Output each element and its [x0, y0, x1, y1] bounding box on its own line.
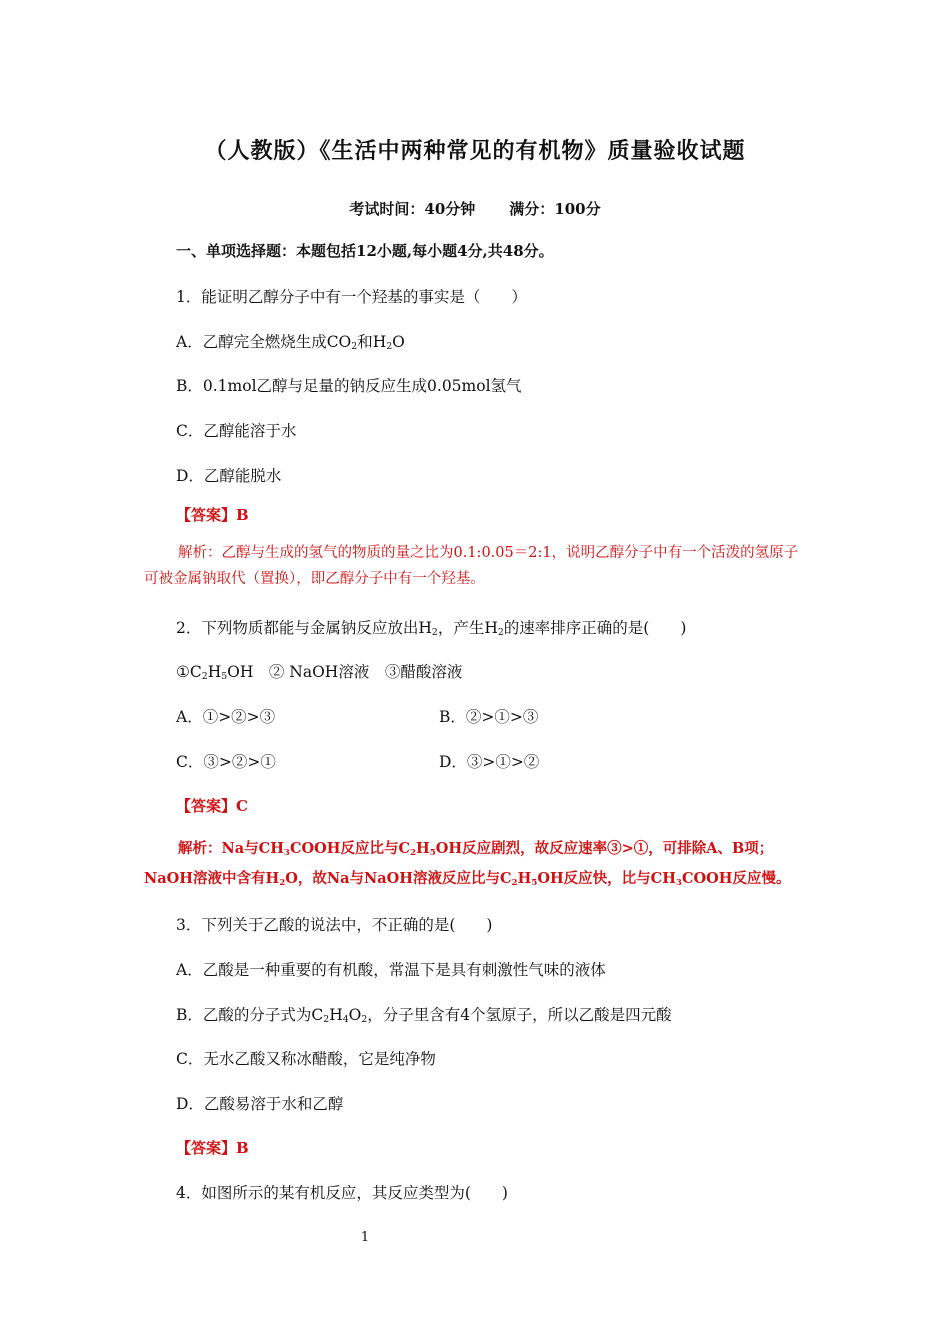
exam-info: [0, 198, 950, 219]
exam-score: 满分：100分: [509, 200, 601, 218]
q2-option-d: D．③>①>②: [439, 753, 540, 771]
q1-answer: 【答案】B: [176, 506, 249, 524]
section-heading: 一、单项选择题：本题包括12小题,每小题4分,共48分。: [176, 242, 554, 260]
q3-option-a: A．乙酸是一种重要的有机酸，常温下是具有刺激性气味的液体: [176, 961, 606, 979]
q2-option-b: B．②>①>③: [439, 708, 539, 726]
q3-option-b: B．乙酸的分子式为$C_2H_4O_2$，分子里含有4个氢原子，所以乙酸是四元酸: [176, 1006, 672, 1025]
exam-time: 考试时间：40分钟: [349, 200, 476, 218]
q3-option-d: D．乙酸易溶于水和乙醇: [176, 1095, 344, 1113]
q1-option-b: B．0.1mol乙醇与足量的钠反应生成0.05mol氢气: [176, 377, 522, 395]
q2-option-c: C．③>②>①: [176, 753, 276, 771]
q2-stem: 2．下列物质都能与金属钠反应放出$H_2$，产生$H_2$的速率排序正确的是( ): [176, 619, 687, 638]
page-number: 1: [360, 1230, 370, 1245]
q1-option-a: A．乙醇完全燃烧生成$CO_2$和$H_2O$: [176, 333, 405, 352]
q1-stem: 1．能证明乙醇分子中有一个羟基的事实是（ ）: [176, 288, 527, 306]
q3-option-c: C．无水乙酸又称冰醋酸，它是纯净物: [176, 1050, 436, 1068]
q2-explanation: 解析：Na与$CH_3COOH$反应比与$C_2H_5OH$反应剧烈，故反应速率③>①，可排除A、B项；NaOH溶液中含有$H_2O$，故Na与NaOH溶液反应比与$C_2H_5OH$反应快，比与$CH_3COOH$反应慢。: [144, 840, 791, 888]
q3-answer: 【答案】B: [176, 1139, 249, 1157]
q3-stem: 3．下列关于乙酸的说法中，不正确的是( ): [176, 916, 493, 934]
q2-substances: $①C_2H_5OH$ ② NaOH溶液 ③醋酸溶液: [176, 663, 463, 682]
q1-option-d: D．乙醇能脱水: [176, 467, 282, 485]
q1-explanation: 解析：乙醇与生成的氢气的物质的量之比为0.1:0.05＝2:1，说明乙醇分子中有一个活泼的氢原子可被金属钠取代（置换），即乙醇分子中有一个羟基。: [144, 545, 799, 587]
document-title: （人教版）《生活中两种常见的有机物》质量验收试题: [204, 138, 746, 164]
q2-option-a: A．①>②>③: [176, 708, 276, 726]
q4-stem: 4．如图所示的某有机反应，其反应类型为( ): [176, 1184, 508, 1202]
q2-answer: 【答案】C: [176, 797, 248, 815]
q1-option-c: C．乙醇能溶于水: [176, 422, 297, 440]
